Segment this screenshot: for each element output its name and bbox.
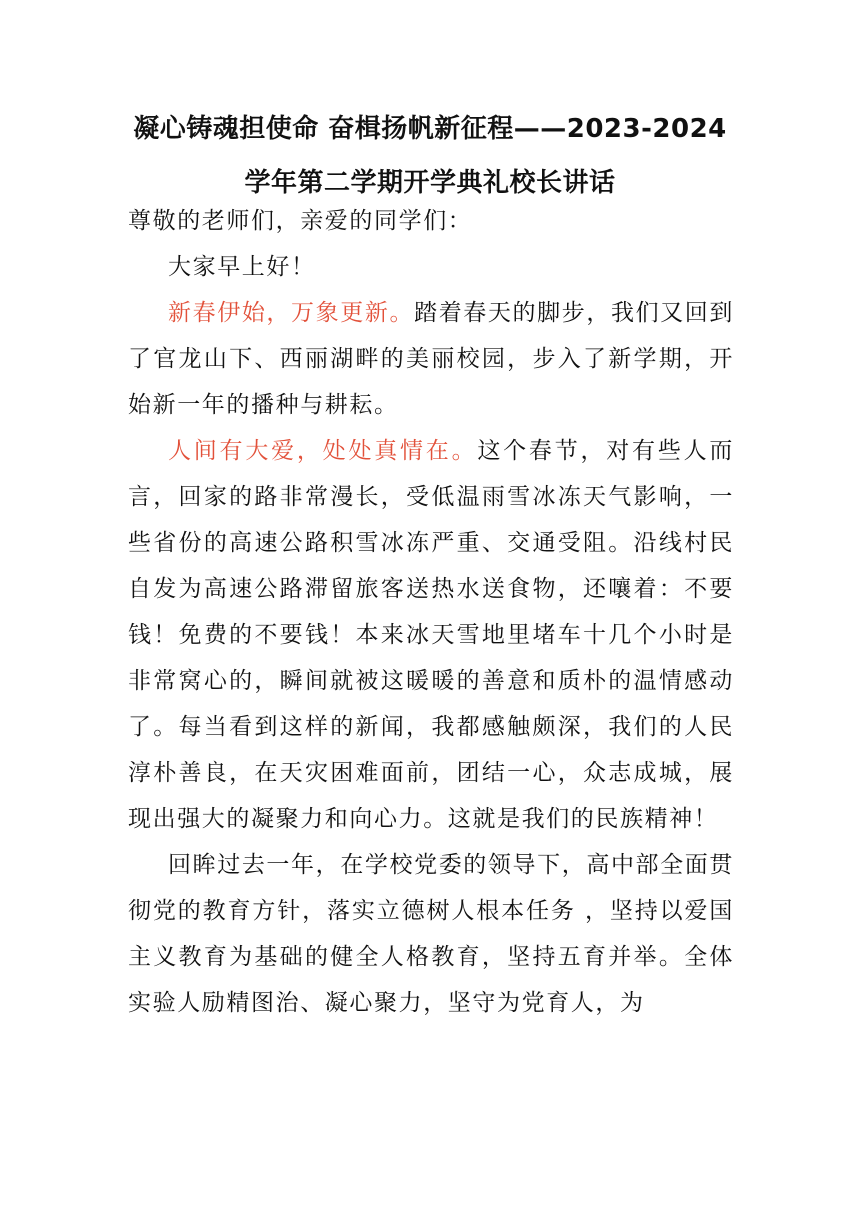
title-line-2: 学年第二学期开学典礼校长讲话 — [244, 168, 616, 198]
paragraph-2-text: 这个春节，对有些人而言，回家的路非常漫长，受低温雨雪冰冻天气影响，一些省份的高速公路积雪冰冻严重、交通受阻。沿线村民自发为高速公路滞留旅客送热水送食物，还嚷着：不要钱！免费的不要钱！本来冰天雪地里堵车十几个小时是非常窝心的，瞬间就被这暖暖的善意和质朴的温情感动了。每当看到这样的新闻，我都感触颇深，我们的人民淳朴善良，在天灾困难面前，团结一心，众志成城，展现出强大的凝聚力和向心力。这就是我们的民族精神！ — [128, 438, 735, 832]
paragraph-2-highlight: 人间有大爱，处处真情在。 — [168, 438, 478, 464]
salutation: 尊敬的老师们，亲爱的同学们： — [128, 208, 473, 234]
document-title — [100, 102, 760, 210]
paragraph-3 — [128, 842, 734, 1026]
paragraph-1 — [128, 290, 734, 428]
document-body — [128, 198, 734, 1026]
paragraph-1-highlight: 新春伊始，万象更新。 — [168, 300, 415, 326]
paragraph-1-text: 踏着春天的脚步，我们又回到了官龙山下、西丽湖畔的美丽校园，步入了新学期，开始新一年的播种与耕耘。 — [128, 300, 734, 418]
paragraph-2 — [128, 428, 734, 842]
title-line-1: 凝心铸魂担使命 奋楫扬帆新征程——2023-2024 — [133, 114, 727, 144]
paragraph-3-text: 回眸过去一年，在学校党委的领导下，高中部全面贯彻党的教育方针，落实立德树人根本任务 ，坚持以爱国主义教育为基础的健全人格教育，坚持五育并举。全体实验人励精图治、凝心聚力，坚守为党育人，为 — [128, 852, 734, 1016]
greeting: 大家早上好！ — [168, 254, 316, 280]
